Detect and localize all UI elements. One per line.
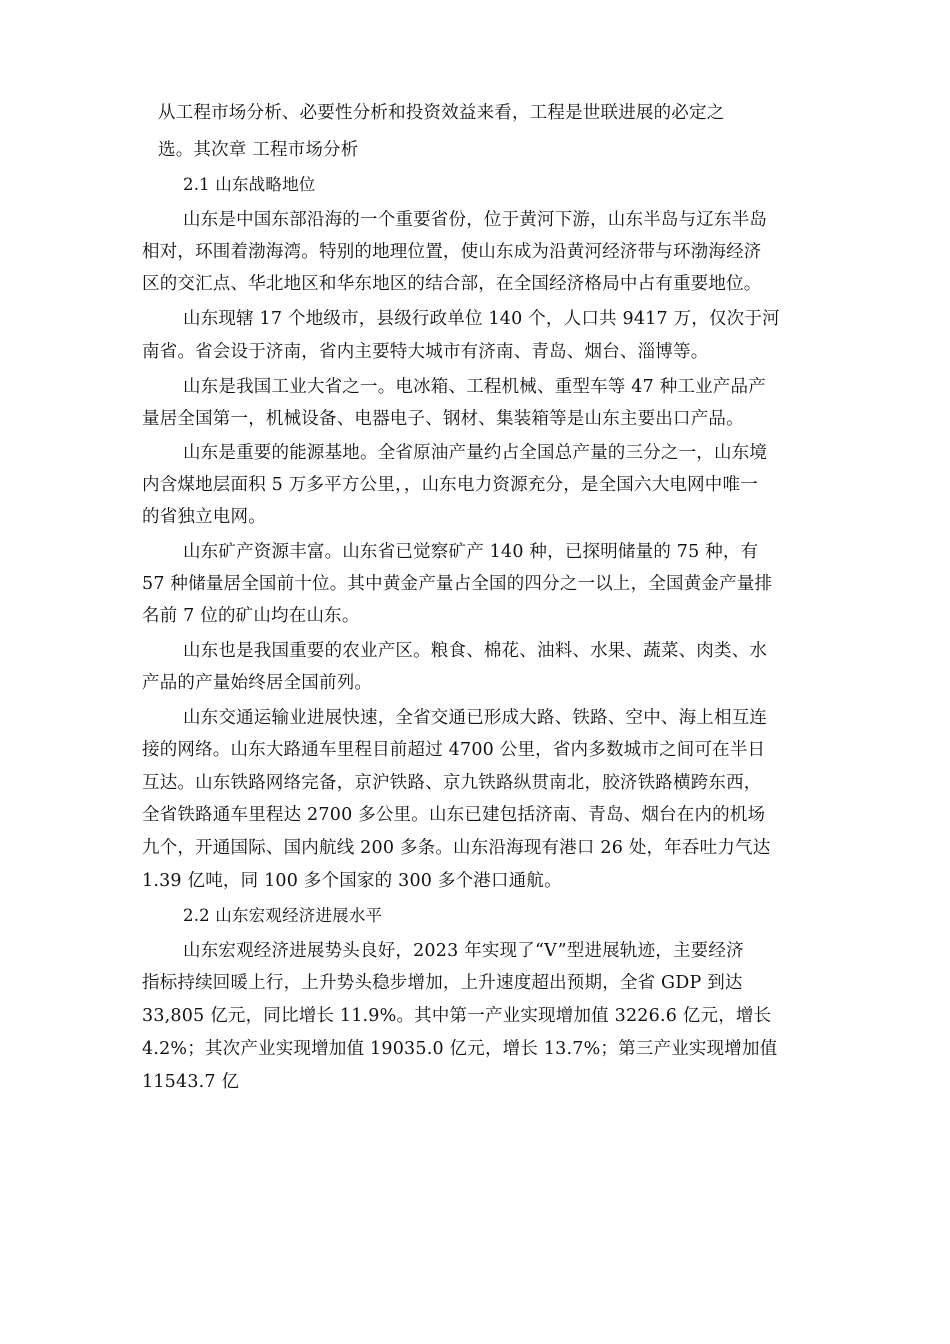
body-text-line: 名前 7 位的矿山均在山东。 bbox=[142, 606, 360, 626]
body-text-line: 全省铁路通车里程达 2700 多公里。山东已建包括济南、青岛、烟台在内的机场 bbox=[142, 805, 766, 825]
body-text-line: 山东矿产资源丰富。山东省已觉察矿产 140 种，已探明储量的 75 种，有 bbox=[183, 542, 759, 562]
body-text-line: 产品的产量始终居全国前列。 bbox=[142, 673, 373, 693]
body-text-line: 山东是中国东部沿海的一个重要省份，位于黄河下游，山东半岛与辽东半岛 bbox=[183, 210, 768, 230]
body-text-line: 山东是重要的能源基地。全省原油产量约占全国总产量的三分之一，山东境 bbox=[183, 443, 768, 463]
body-text-line: 山东宏观经济进展势头良好，2023 年实现了“V”型进展轨迹，主要经济 bbox=[183, 941, 744, 961]
body-text-line: 4.2%；其次产业实现增加值 19035.0 亿元，增长 13.7%；第三产业实现增加值 bbox=[142, 1039, 778, 1059]
body-text-line: 南省。省会设于济南，省内主要特大城市有济南、青岛、烟台、淄博等。 bbox=[142, 342, 709, 362]
body-text-line: 区的交汇点、华北地区和华东地区的结合部，在全国经济格局中占有重要地位。 bbox=[142, 274, 762, 294]
body-text-line: 1.39 亿吨，同 100 多个国家的 300 多个港口通航。 bbox=[142, 871, 562, 891]
body-text-line: 内含煤地层面积 5 万多平方公里，，山东电力资源充分，是全国六大电网中唯一 bbox=[142, 475, 758, 495]
body-text-line: 山东是我国工业大省之一。电冰箱、工程机械、重型车等 47 种工业产品产 bbox=[183, 377, 766, 397]
body-text-line: 的省独立电网。 bbox=[142, 507, 266, 527]
body-text-line: 接的网络。山东大路通车里程目前超过 4700 公里，省内多数城市之间可在半日 bbox=[142, 740, 766, 760]
body-text-line: 指标持续回暖上行，上升势头稳步增加，上升速度超出预期，全省 GDP 到达 bbox=[142, 973, 743, 993]
section-heading: 2.1 山东战略地位 bbox=[183, 175, 316, 194]
body-text-line: 互达。山东铁路网络完备，京沪铁路、京九铁路纵贯南北，胶济铁路横跨东西， bbox=[142, 773, 762, 793]
body-text-line: 山东交通运输业进展快速，全省交通已形成大路、铁路、空中、海上相互连 bbox=[183, 708, 768, 728]
body-text-line: 量居全国第一，机械设备、电器电子、钢材、集装箱等是山东主要出口产品。 bbox=[142, 409, 744, 429]
body-text-line: 从工程市场分析、必要性分析和投资效益来看，工程是世联进展的必定之 bbox=[158, 103, 725, 123]
body-text-line: 11543.7 亿 bbox=[142, 1072, 240, 1092]
body-text-line: 山东也是我国重要的农业产区。粮食、棉花、油料、水果、蔬菜、肉类、水 bbox=[183, 641, 768, 661]
chapter-heading-line: 选。其次章 工程市场分析 bbox=[158, 140, 359, 160]
body-text-line: 相对，环围着渤海湾。特别的地理位置，使山东成为沿黄河经济带与环渤海经济 bbox=[142, 242, 762, 262]
body-text-line: 57 种储量居全国前十位。其中黄金产量占全国的四分之一以上，全国黄金产量排 bbox=[142, 574, 773, 594]
body-text-line: 九个，开通国际、国内航线 200 多条。山东沿海现有港口 26 处，年吞吐力气达 bbox=[142, 838, 771, 858]
section-heading: 2.2 山东宏观经济进展水平 bbox=[183, 906, 383, 925]
body-text-line: 33,805 亿元，同比增长 11.9%。其中第一产业实现增加值 3226.6 亿元，增长 bbox=[142, 1006, 772, 1026]
body-text-line: 山东现辖 17 个地级市，县级行政单位 140 个，人口共 9417 万，仅次于河 bbox=[183, 309, 780, 329]
